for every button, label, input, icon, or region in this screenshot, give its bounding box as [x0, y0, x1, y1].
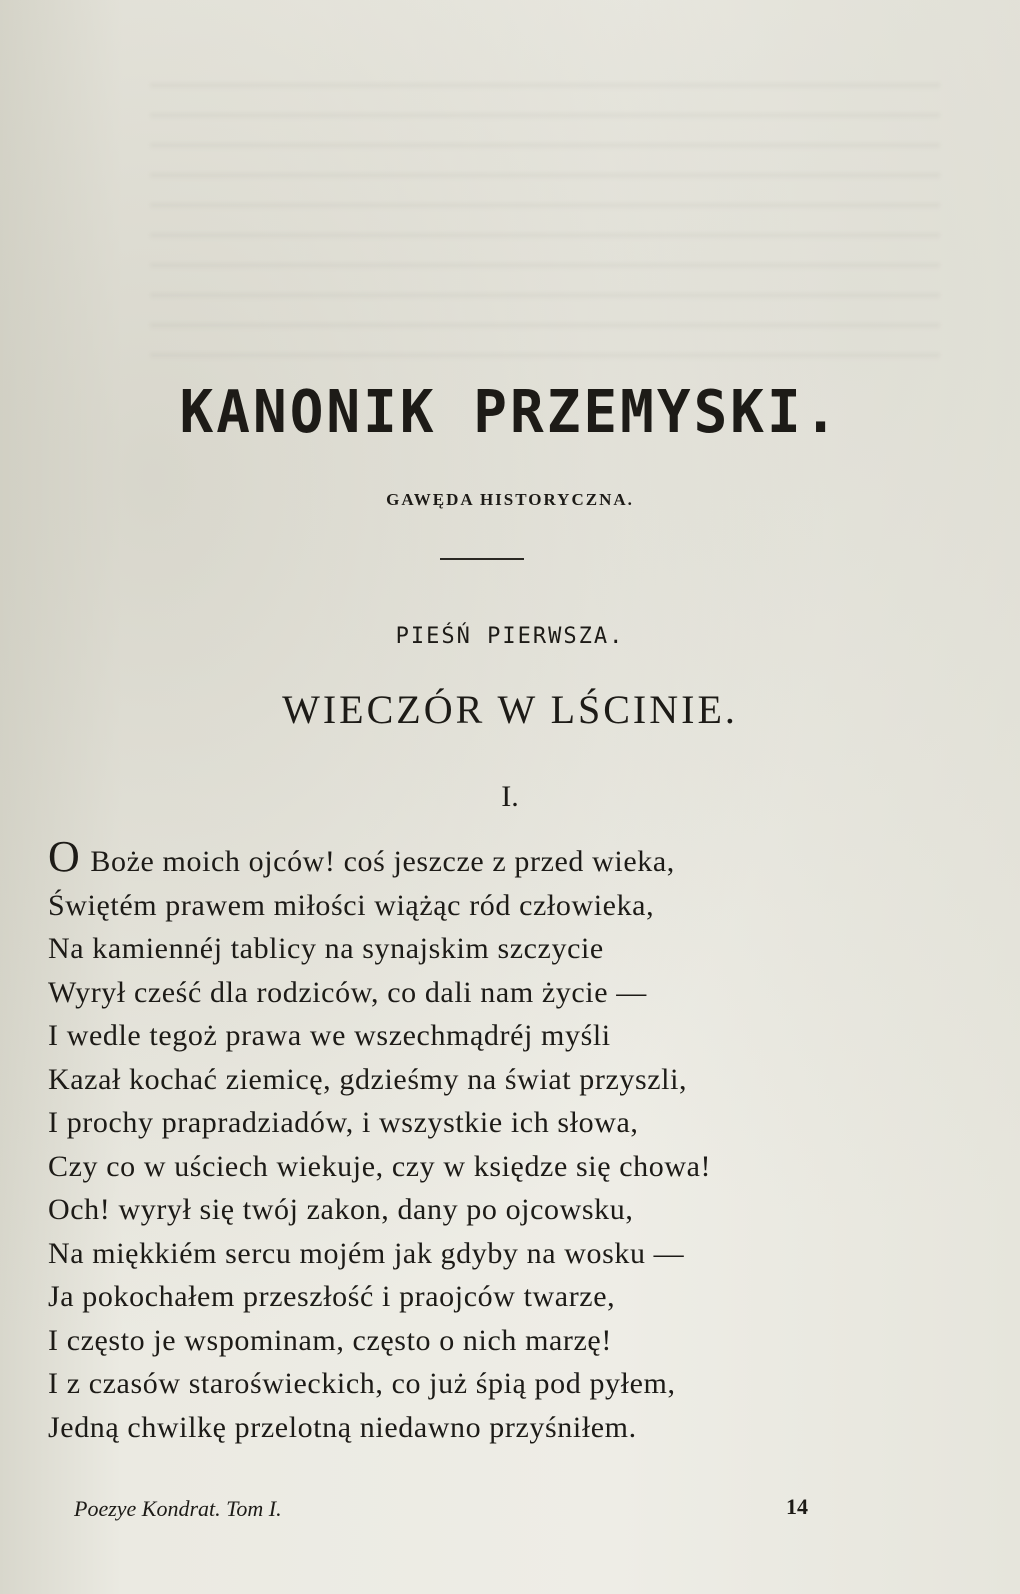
poem-line: Jedną chwilkę przelotną niedawno przyśniłem.: [48, 1410, 637, 1444]
poem-line: I prochy prapradziadów, i wszystkie ich słowa,: [48, 1106, 639, 1139]
canto-heading: PIEŚŃ PIERWSZA.: [395, 624, 625, 649]
page-number: 14: [786, 1494, 808, 1519]
bleed-through-text: [150, 60, 940, 360]
poem-line: Czy co w uściech wiekuje, czy w księdze się chowa!: [48, 1149, 712, 1183]
poem-subtitle: GAWĘDA HISTORYCZNA.: [386, 490, 634, 509]
poem-body: [48, 832, 928, 1449]
poem-line: [48, 832, 928, 884]
drop-cap: O: [48, 832, 81, 881]
poem-line: I z czasów staroświeckich, co już śpią pod pyłem,: [48, 1367, 676, 1400]
poem-line: Na kamiennéj tablicy na synajskim szczycie: [48, 932, 604, 965]
signature-mark: Poezye Kondrat. Tom I.: [74, 1496, 282, 1521]
poem-line-text: Boże moich ojców! coś jeszcze z przed wieka,: [90, 845, 675, 878]
poem-line: I często je wspominam, często o nich marzę!: [48, 1323, 612, 1357]
poem-line: Och! wyrył się twój zakon, dany po ojcowsku,: [48, 1193, 634, 1226]
poem-line: Na miękkiém sercu mojém jak gdyby na wosku —: [48, 1236, 685, 1270]
poem-line: Wyrył cześć dla rodziców, co dali nam życie —: [48, 975, 647, 1009]
poem-line: Ja pokochałem przeszłość i praojców twarze,: [48, 1280, 616, 1313]
chapter-heading: WIECZÓR W LŚCINIE.: [282, 687, 738, 732]
poem-line: Świętém prawem miłości wiążąc ród człowieka,: [48, 888, 655, 922]
poem-title: KANONIK PRZEMYSKI.: [179, 378, 841, 447]
poem-line: Kazał kochać ziemicę, gdzieśmy na świat przyszli,: [48, 1062, 688, 1096]
divider-rule: [440, 558, 524, 560]
poem-line: I wedle tegoż prawa we wszechmądréj myśli: [48, 1019, 611, 1052]
section-number: I.: [501, 780, 519, 813]
